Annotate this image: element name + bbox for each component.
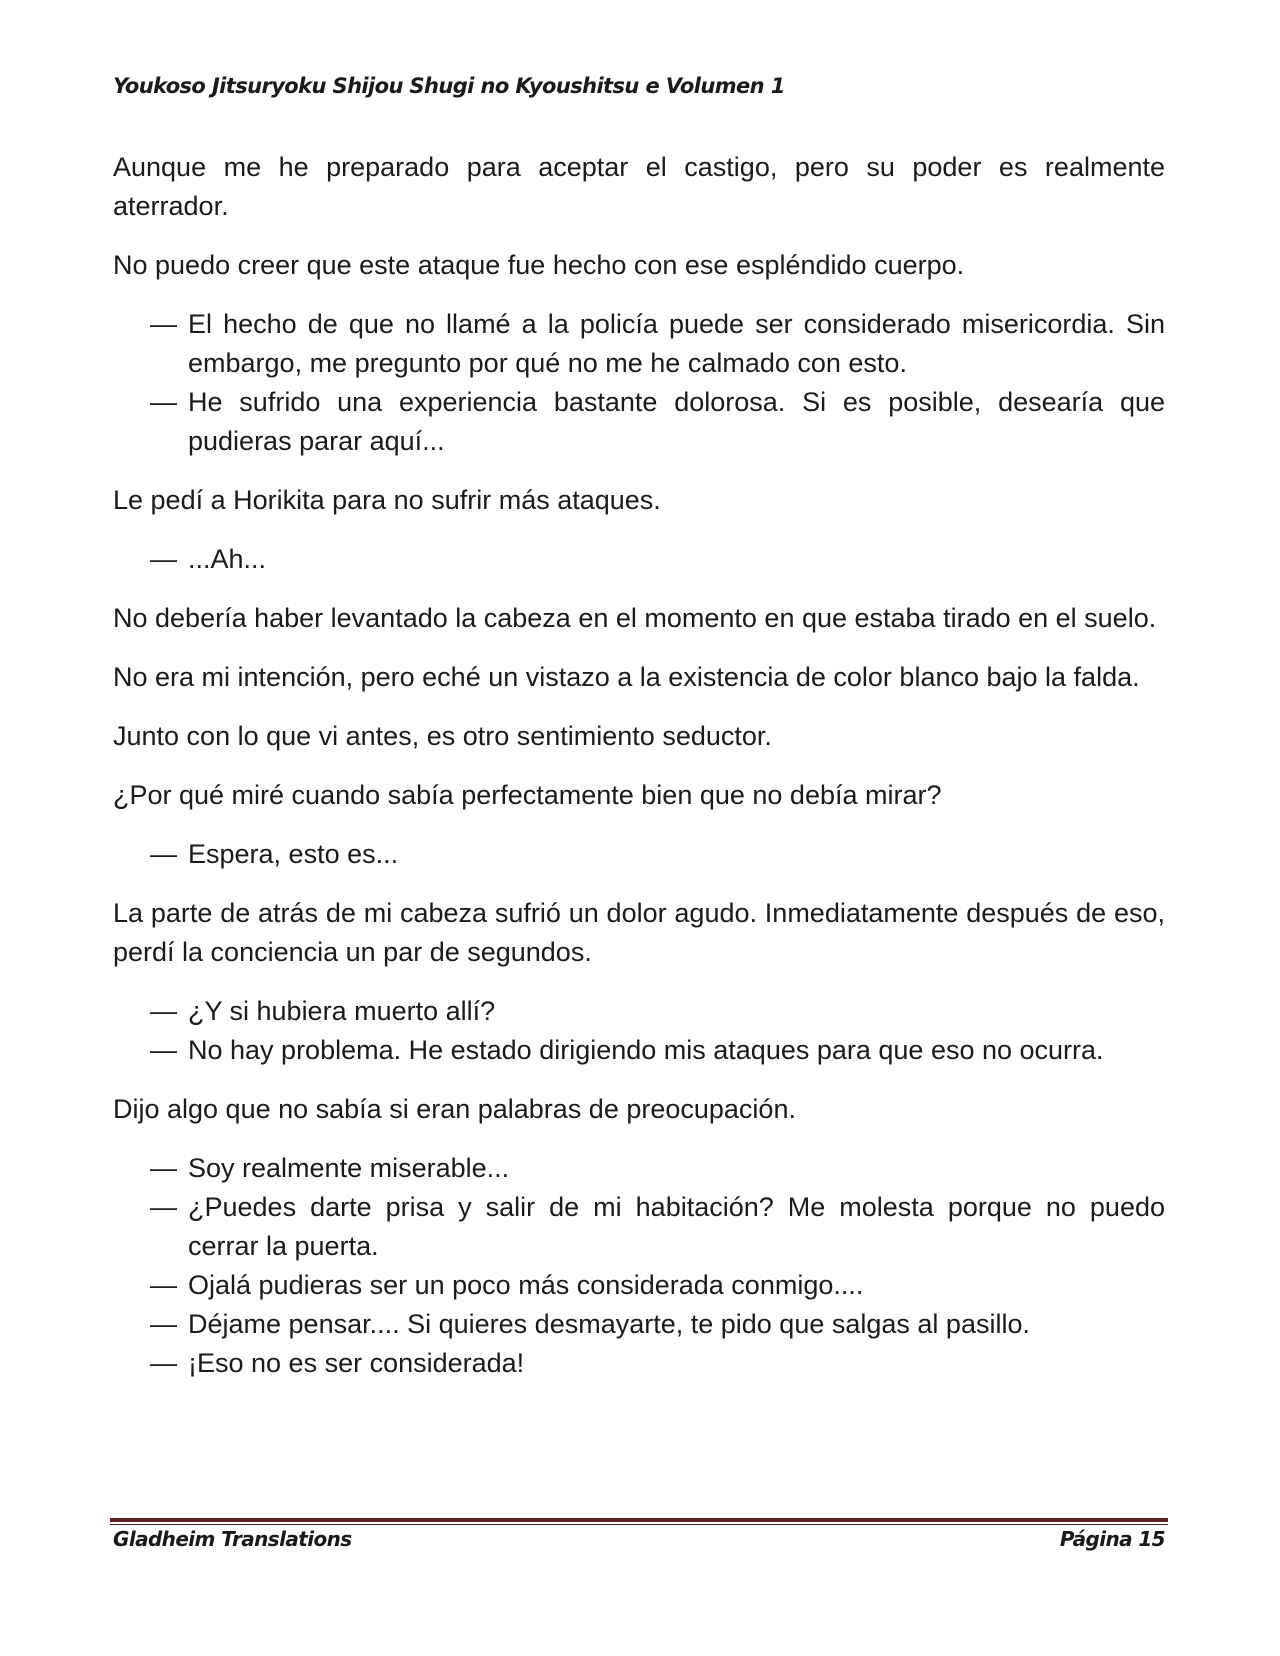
paragraph: Le pedí a Horikita para no sufrir más ataques. [113, 485, 661, 515]
dialogue-line [113, 383, 1165, 461]
dialogue-text: Déjame pensar.... Si quieres desmayarte, te pido que salgas al pasillo. [188, 1309, 1030, 1339]
dialogue-block [113, 1149, 1165, 1383]
dialogue-block [113, 305, 1165, 461]
dialogue-text: Soy realmente miserable... [188, 1153, 510, 1183]
dialogue-text: ¿Y si hubiera muerto allí? [188, 996, 496, 1026]
em-dash: — [150, 387, 177, 417]
paragraph: No debería haber levantado la cabeza en el momento en que estaba tirado en el suelo. [113, 603, 1157, 633]
dialogue-text: El hecho de que no llamé a la policía puede ser considerado misericordia. Sin embargo, me pregunto por qué no me he calmado con esto. [188, 309, 1165, 378]
paragraph: Aunque me he preparado para aceptar el castigo, pero su poder es realmente aterrador. [113, 152, 1165, 221]
em-dash: — [150, 1192, 177, 1222]
em-dash: — [150, 544, 177, 574]
em-dash: — [150, 1348, 177, 1378]
dialogue-line [113, 1031, 1165, 1070]
dialogue-block [113, 992, 1165, 1070]
paragraph: No puedo creer que este ataque fue hecho con ese espléndido cuerpo. [113, 250, 965, 280]
paragraph: Dijo algo que no sabía si eran palabras de preocupación. [113, 1094, 796, 1124]
em-dash: — [150, 1270, 177, 1300]
dialogue-line [113, 1305, 1165, 1344]
em-dash: — [150, 309, 177, 339]
paragraph: No era mi intención, pero eché un vistazo a la existencia de color blanco bajo la falda. [113, 662, 1140, 692]
dialogue-line [113, 1266, 1165, 1305]
em-dash: — [150, 1309, 177, 1339]
dialogue-line [113, 305, 1165, 383]
dialogue-text: ...Ah... [188, 544, 267, 574]
em-dash: — [150, 839, 177, 869]
dialogue-block [113, 835, 1165, 874]
dialogue-text: He sufrido una experiencia bastante dolorosa. Si es posible, desearía que pudieras parar aquí... [188, 387, 1165, 456]
dialogue-line [113, 1344, 1165, 1383]
footer-divider [110, 1518, 1168, 1522]
running-header: Youkoso Jitsuryoku Shijou Shugi no Kyoushitsu e Volumen 1 [113, 74, 785, 98]
dialogue-line [113, 540, 1165, 579]
dialogue-text: Ojalá pudieras ser un poco más considerada conmigo.... [188, 1270, 864, 1300]
dialogue-text: No hay problema. He estado dirigiendo mis ataques para que eso no ocurra. [188, 1035, 1104, 1065]
paragraph: La parte de atrás de mi cabeza sufrió un dolor agudo. Inmediatamente después de eso, perdí la conciencia un par de segundos. [113, 898, 1165, 967]
dialogue-line [113, 1149, 1165, 1188]
dialogue-line [113, 992, 1165, 1031]
dialogue-block [113, 540, 1165, 579]
footer-divider-thin [110, 1524, 1168, 1525]
paragraph: ¿Por qué miré cuando sabía perfectamente bien que no debía mirar? [113, 780, 942, 810]
dialogue-text: Espera, esto es... [188, 839, 399, 869]
dialogue-line [113, 1188, 1165, 1266]
paragraph: Junto con lo que vi antes, es otro sentimiento seductor. [113, 721, 772, 751]
dialogue-line [113, 835, 1165, 874]
dialogue-text: ¿Puedes darte prisa y salir de mi habitación? Me molesta porque no puedo cerrar la puerta. [188, 1192, 1165, 1261]
em-dash: — [150, 996, 177, 1026]
footer-translator-credit: Gladheim Translations [113, 1527, 352, 1551]
dialogue-text: ¡Eso no es ser considerada! [188, 1348, 525, 1378]
page-body [113, 148, 1165, 1403]
em-dash: — [150, 1153, 177, 1183]
em-dash: — [150, 1035, 177, 1065]
page-number: Página 15 [1059, 1527, 1165, 1551]
